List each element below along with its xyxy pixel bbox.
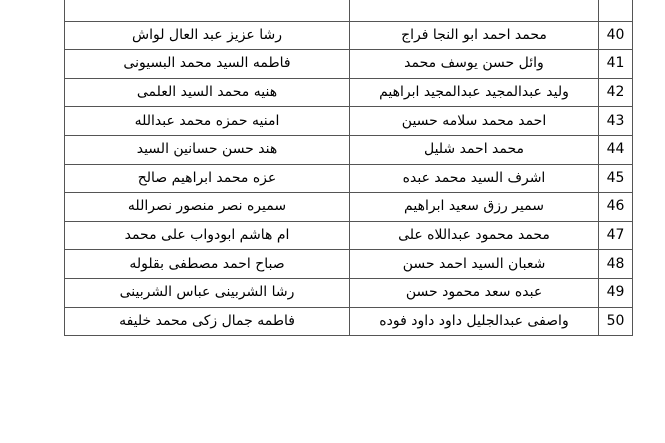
first-name-cell [350,164,599,193]
first-name-cell [350,78,599,107]
table-row [65,221,633,250]
row-number-cell [599,78,633,107]
second-name-text: ام هاشم ابودواب على محمد [124,227,290,244]
row-number-cell [599,307,633,336]
second-name-text: رشا الشربينى عباس الشربينى [119,284,295,301]
second-name-text: عزه محمد ابراهيم صالح [137,169,277,186]
row-number-text: 41 [606,55,625,72]
second-name-text: فاطمه السيد محمد البسيونى [123,55,291,72]
first-name-text: سمير رزق سعيد ابراهيم [404,198,544,215]
row-number-text: 43 [606,112,625,129]
second-name-cell [65,307,350,336]
row-number-text: 45 [606,169,625,186]
second-name-cell [65,164,350,193]
first-name-text: اشرف السيد محمد عبده [402,169,546,186]
first-name-cell [350,193,599,222]
row-number-text: 46 [606,198,625,215]
table-row [65,193,633,222]
row-number-cell [599,164,633,193]
row-number-cell [599,21,633,50]
table-row [65,307,633,336]
row-number-cell [599,250,633,279]
first-name-text: وليد عبدالمجيد عبدالمجيد ابراهيم [379,84,569,101]
second-name-cell [65,107,350,136]
first-name-cell [350,250,599,279]
second-name-cell [65,21,350,50]
row-number-text: 44 [606,141,625,158]
first-name-text: محمد احمد ابو النجا فراج [401,26,547,43]
table-row [65,78,633,107]
second-name-text: هنيه محمد السيد العلمى [136,84,278,101]
second-name-cell [65,193,350,222]
row-number-cell [599,278,633,307]
first-name-cell [350,50,599,79]
second-name-cell [65,135,350,164]
row-number-cell [599,193,633,222]
table-row [65,50,633,79]
table-row [65,0,633,21]
second-name-text: هند حسن حسانين السيد [136,141,278,158]
second-name-text: فاطمه جمال زكى محمد خليفه [119,312,295,329]
row-number-text: 47 [606,227,625,244]
row-number-text: 49 [606,284,625,301]
first-name-text: محمد محمود عبداللاه على [398,227,550,244]
names-table [64,0,633,336]
first-name-text: واصفى عبدالجليل داود داود فوده [379,312,569,329]
table-row [65,278,633,307]
first-name-text: شعبان السيد احمد حسن [402,255,546,272]
second-name-text: امنيه حمزه محمد عبدالله [134,112,280,129]
second-name-cell [65,278,350,307]
second-name-text: سميره نصر منصور نصرالله [127,198,287,215]
first-name-text: احمد محمد سلامه حسين [401,112,547,129]
row-number-text: 48 [606,255,625,272]
table-row [65,164,633,193]
row-number-cell [599,221,633,250]
second-name-cell [65,0,350,21]
first-name-text: وائل حسن يوسف محمد [404,55,544,72]
row-number-cell [599,107,633,136]
row-number-cell [599,0,633,21]
table-row [65,135,633,164]
row-number-text: 42 [606,84,625,101]
table-row [65,21,633,50]
table-row [65,107,633,136]
second-name-cell [65,221,350,250]
second-name-cell [65,50,350,79]
first-name-cell [350,21,599,50]
first-name-cell [350,0,599,21]
table-row [65,250,633,279]
first-name-text: محمد احمد شليل [423,141,525,158]
second-name-cell [65,250,350,279]
second-name-text: صباح احمد مصطفى بقلوله [129,255,285,272]
row-number-text: 50 [606,312,625,329]
first-name-cell [350,278,599,307]
document-page [64,0,631,336]
first-name-text: عبده سعد محمود حسن [405,284,543,301]
first-name-cell [350,107,599,136]
first-name-cell [350,135,599,164]
names-table-body [65,0,633,336]
first-name-cell [350,221,599,250]
first-name-cell [350,307,599,336]
row-number-cell [599,135,633,164]
second-name-text: رشا عزيز عبد العال لواش [131,26,282,43]
row-number-text: 40 [606,26,625,43]
second-name-cell [65,78,350,107]
row-number-cell [599,50,633,79]
